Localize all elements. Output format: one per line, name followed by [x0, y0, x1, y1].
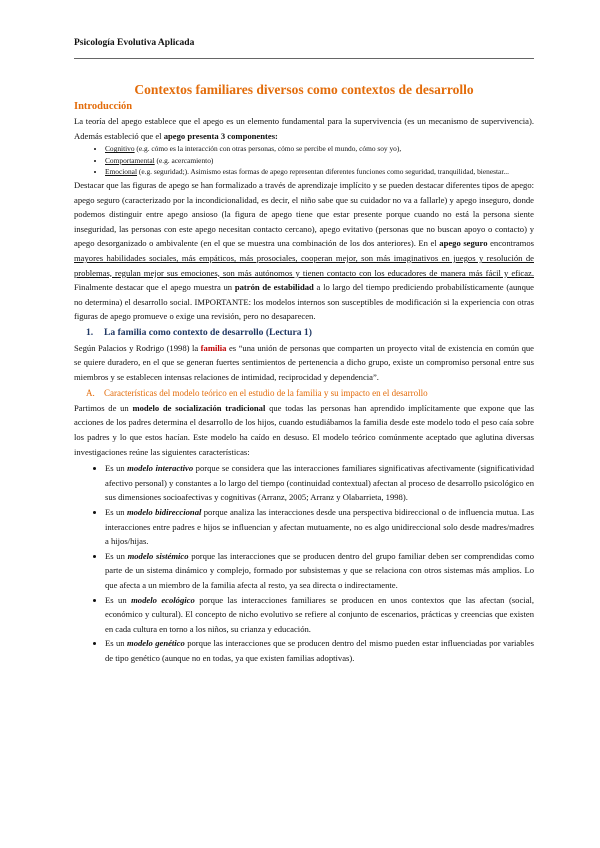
header-divider — [74, 58, 534, 59]
bold-components: apego presenta 3 componentes: — [163, 130, 278, 141]
intro-paragraph-1: La teoría del apego establece que el apego es un elemento fundamental para la supervivencia (es un mecanismo de supervivencia). Además estableció que el apego presenta 3 componentes: — [74, 116, 534, 141]
list-item-cognitive: • Cognitivo (e.g. cómo es la interacción con otras personas, cómo se percibe el mundo, cómo soy yo), — [105, 143, 534, 155]
intro-heading: Introducción — [74, 101, 133, 112]
list-item-emotional: • Emocional (e.g. seguridad;). Asimismo estas formas de apego representan diferentes funciones como seguridad, tranquilidad, bienestar... — [105, 166, 534, 178]
family-definition-paragraph: Según Palacios y Rodrigo (1998) la familia es “una unión de personas que comparten un proyecto vital de existencia en común que se quiere duradero, en el que se generan fuertes sentimientos de pertenencia a dicho grupo, existe un compromiso personal entre sus miembros y se establecen intensas relaciones de intimidad, reciprocidad y dependencia”. — [74, 342, 534, 382]
models-list — [74, 461, 534, 665]
section-a-heading: A. Características del modelo teórico en el estudio de la familia y su impacto en el desarrollo — [86, 388, 428, 399]
components-list — [74, 143, 534, 178]
model-interactive: • Es un modelo interactivo porque se considera que las interacciones familiares significativas afectivamente (significatividad afectivo personal) y constantes a lo largo del tiempo (continuidad contextual) afectan al proceso de desarrollo psicológico en sus dimensiones socioafectivas y cognitivas (Arranz, 2005; Arranz y Olabarrieta, 1998). — [105, 461, 534, 505]
underlined-traits: mayores habilidades sociales, más empáticos, más prosociales, cooperan mejor, son más imaginativos en juegos y resolución de problemas, regulan mejor sus emociones, son más autónomos y tienen contacto con los educadores de manera más fácil y eficaz. — [74, 252, 534, 278]
model-bidirectional: • Es un modelo bidireccional porque analiza las interacciones desde una perspectiva bidireccional o de influencia mutua. Las interacciones entre padres e hijos se influencian y afectan mutuamente, no es algo unidireccional solo desde madres/madres a hijos/hijas. — [105, 505, 534, 549]
list-item-behavioral: • Comportamental (e.g. acercamiento) — [105, 155, 534, 167]
model-genetic: • Es un modelo genético porque las interacciones que se producen dentro del mismo pueden estar influenciadas por variables de tipo genético (aunque no en todas, ya que existen familias adoptivas). — [105, 636, 534, 665]
model-ecological: • Es un modelo ecológico porque las interacciones familiares se producen en unos contextos que las afectan (social, económico y cultural). El concepto de nicho evolutivo se refiere al conjunto de escenarios, prácticas y creencias que existen en cada cultura en torno a los niños, su crianza y educación. — [105, 593, 534, 637]
document-body — [74, 100, 534, 666]
intro-paragraph-2: Destacar que las figuras de apego se han formalizado a través de aprendizaje implícito y se pueden destacar diferentes tipos de apego: apego seguro (caracterizado por la incondicionalidad, es decir, el niño sabe que su cuidador no va a fallarle) y apego inseguro, donde podemos distinguir entre apego ansioso (la figura de apego tiene que estar presente porque cuando no está la persona siente inseguridad, las personas con este apego necesitan contacto cercano), apego evitativo (personas que no buscan apoyo o contacto) y apego desorganizado o ambivalente (en el que se muestra una combinación de los dos anteriores). En el apego seguro encontramos mayores habilidades sociales, más empáticos, más prosociales, cooperan mejor, son más imaginativos en juegos y resolución de problemas, regulan mejor sus emociones, son más autónomos y tienen contacto con los educadores de manera más fácil y eficaz. Finalmente destacar que el apego muestra un patrón de estabilidad a lo largo del tiempo prediciendo probabilísticamente (aunque no determina) el desarrollo social. IMPORTANTE: los modelos internos son susceptibles de modificación si la experiencia con otras figuras de apego promueve o exige una revisión, pero no desaparecen. — [74, 179, 535, 322]
socialization-paragraph: Partimos de un modelo de socialización tradicional que todas las personas han aprendido implícitamente que expone que las acciones de los padres determina el desarrollo de los hijos, cuando estudiábamos la familia desde este modelo todo el peso caía sobre los padres y lo que estos hacían. Este modelo ha caído en desuso. El modelo teórico comúnmente aceptado que aglutina diversas investigaciones reúne las siguientes características: — [74, 402, 534, 457]
section-1-heading: 1. La familia como contexto de desarrollo (Lectura 1) — [86, 326, 312, 338]
model-systemic: • Es un modelo sistémico porque las interacciones que se producen dentro del grupo familiar deben ser comprendidas como parte de un sistema dinámico y complejo, formado por subsistemas y que se relaciona con otros sistemas más amplios. Lo que afecta a un miembro de la familia afecta al resto, ya sea directa o indirectamente. — [105, 549, 534, 593]
document-title: Contextos familiares diversos como contextos de desarrollo — [134, 82, 474, 97]
family-term: familia — [200, 342, 227, 353]
running-header: Psicología Evolutiva Aplicada — [74, 38, 195, 48]
